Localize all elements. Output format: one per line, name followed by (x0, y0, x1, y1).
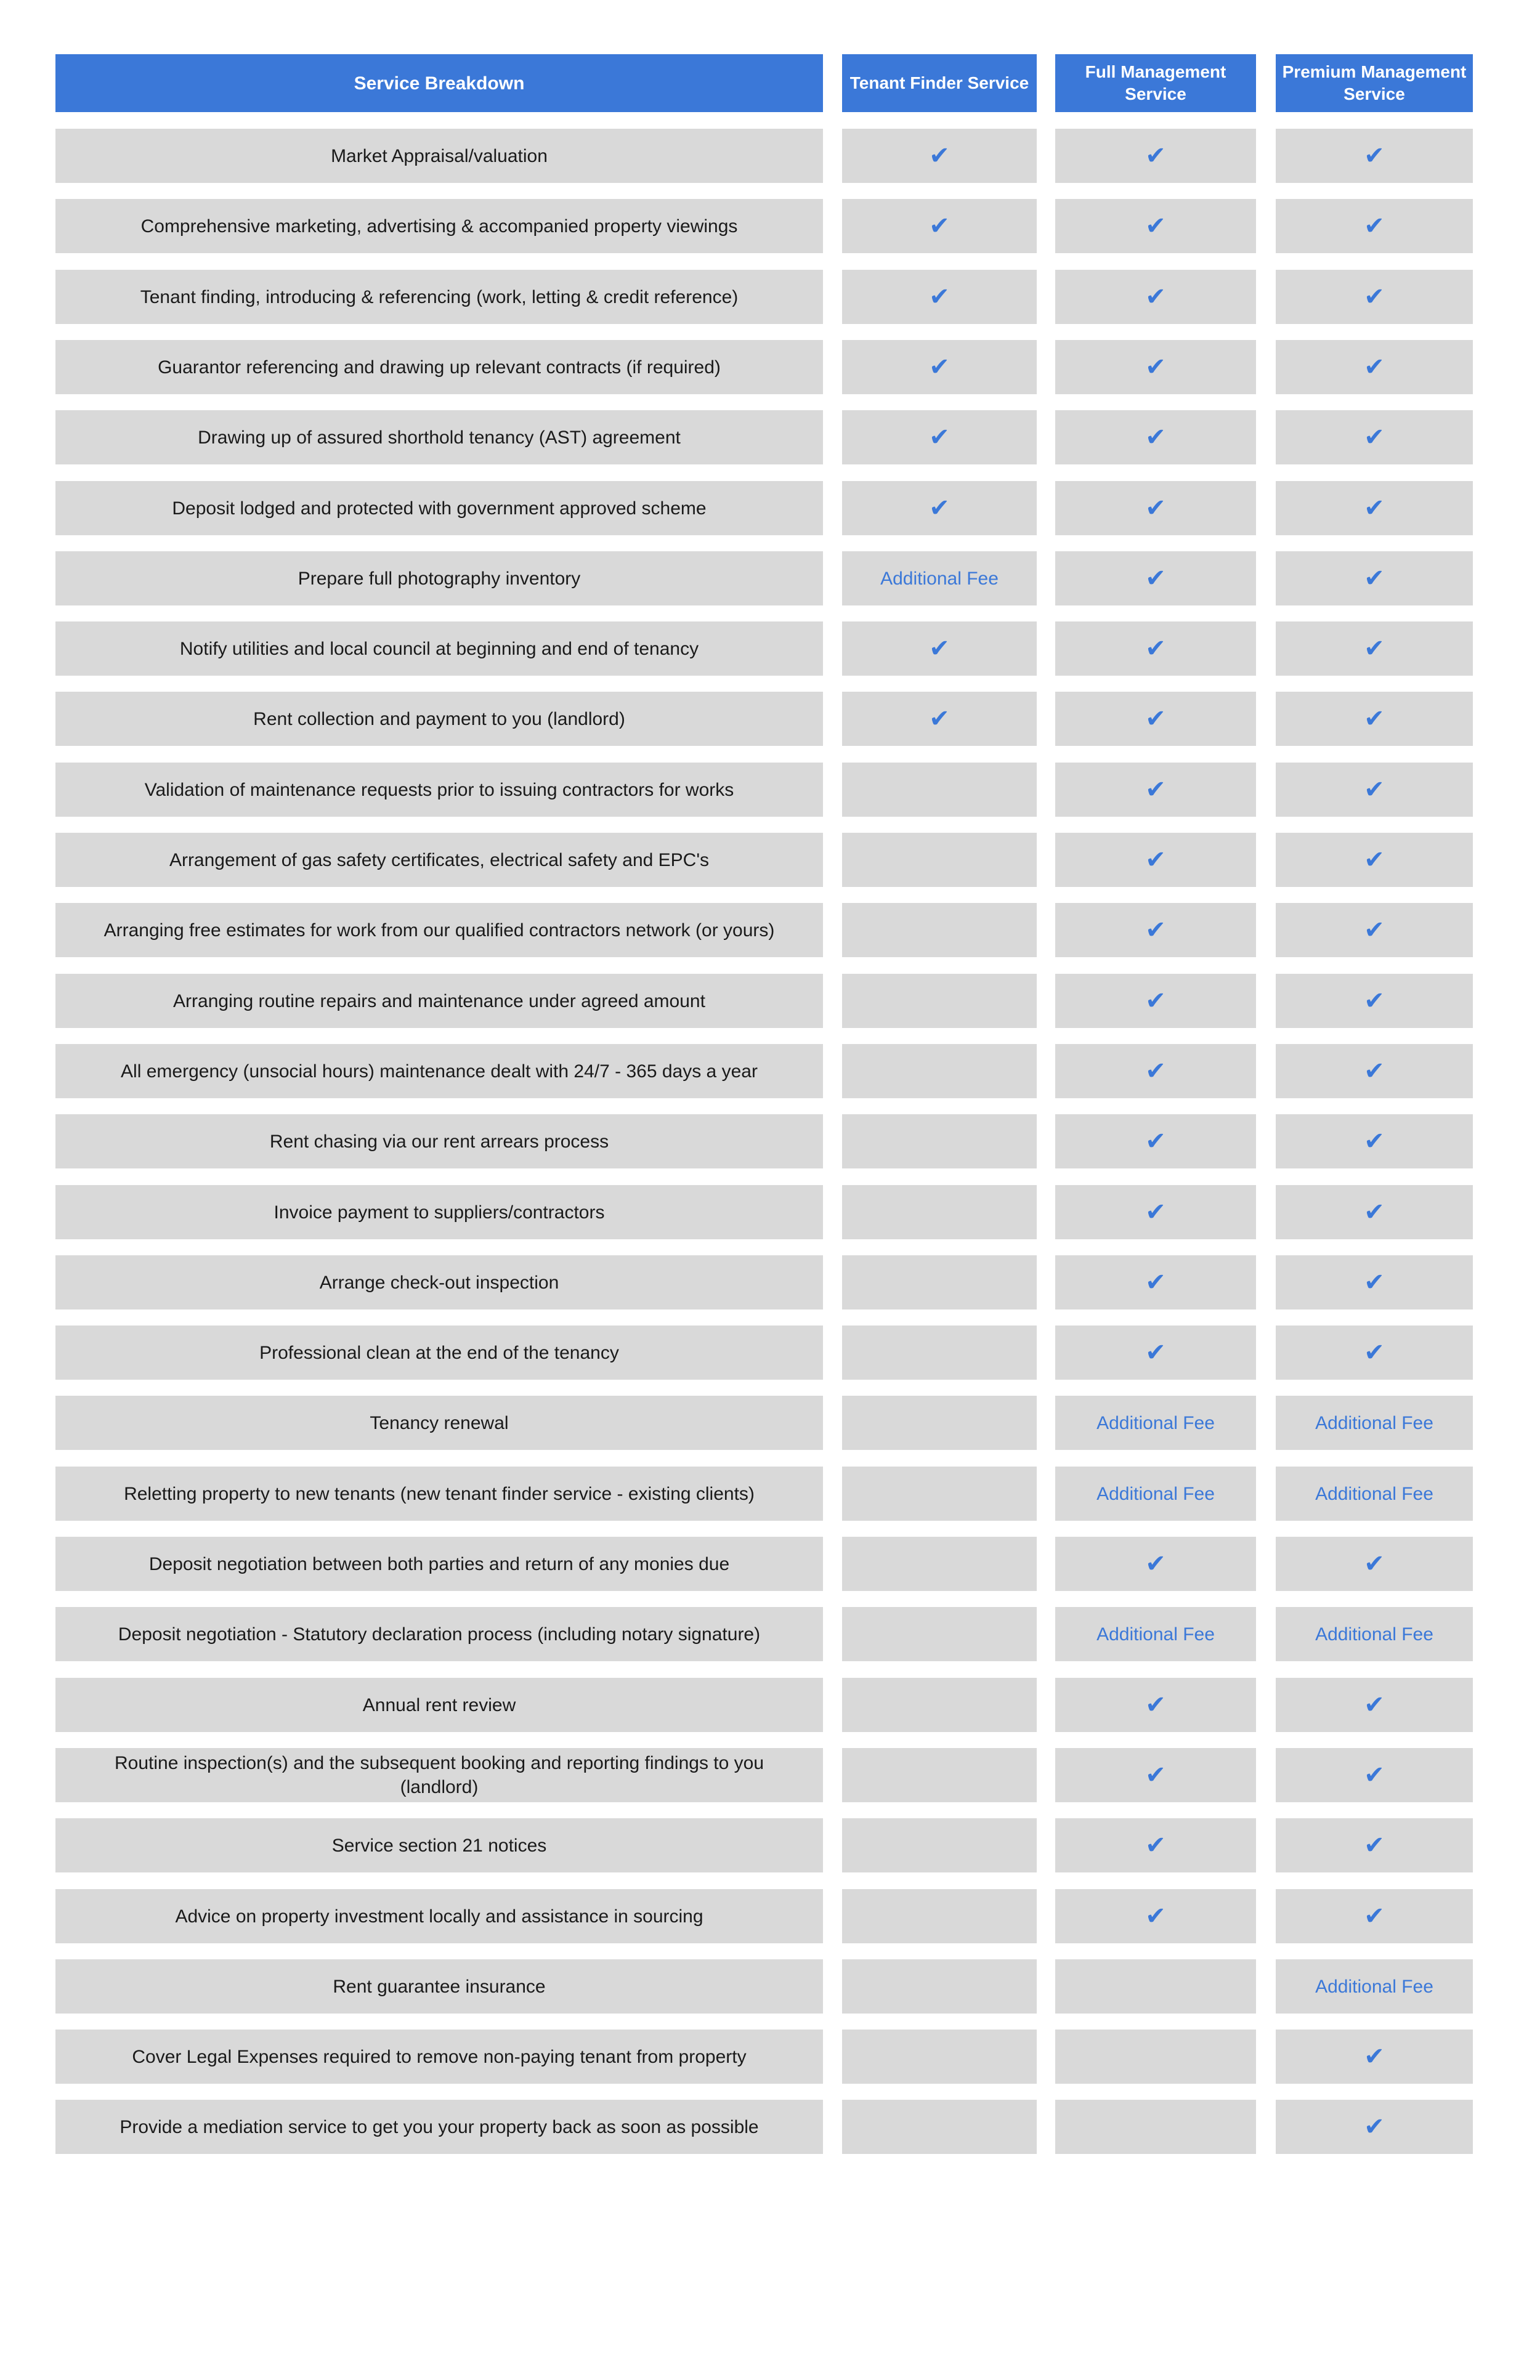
service-label: Arranging routine repairs and maintenance under agreed amount (173, 990, 705, 1011)
premium-management-cell (1276, 763, 1473, 817)
check-icon: ✔ (1364, 1128, 1385, 1155)
full-management-cell (1055, 340, 1256, 394)
full-management-cell (1055, 410, 1256, 464)
service-name-cell (55, 1044, 823, 1098)
tenant-finder-cell (842, 199, 1037, 253)
premium-management-cell (1276, 1607, 1473, 1661)
full-management-cell (1055, 1818, 1256, 1872)
tenant-finder-cell (842, 621, 1037, 676)
service-name-cell (55, 1959, 823, 2014)
tenant-finder-cell (842, 903, 1037, 957)
tenant-finder-cell (842, 1255, 1037, 1309)
premium-management-cell (1276, 1889, 1473, 1943)
additional-fee-label: Additional Fee (1315, 1624, 1433, 1645)
table-row (0, 551, 1540, 605)
premium-management-cell (1276, 1044, 1473, 1098)
full-management-cell (1055, 2030, 1256, 2084)
tenant-finder-cell (842, 1396, 1037, 1450)
table-row (0, 1959, 1540, 2014)
full-management-cell (1055, 129, 1256, 183)
full-management-cell (1055, 270, 1256, 324)
table-row (0, 903, 1540, 957)
tenant-finder-cell (842, 1818, 1037, 1872)
premium-management-cell (1276, 481, 1473, 535)
service-name-cell (55, 2030, 823, 2084)
check-icon: ✔ (1145, 1269, 1166, 1296)
additional-fee-label: Additional Fee (1096, 1412, 1215, 1433)
table-row (0, 270, 1540, 324)
header-premium-management: Premium Management Service (1276, 54, 1473, 112)
check-icon: ✔ (1364, 987, 1385, 1014)
table-row (0, 1396, 1540, 1450)
header-tenant-finder: Tenant Finder Service (842, 54, 1037, 112)
tenant-finder-cell (842, 974, 1037, 1028)
full-management-cell (1055, 551, 1256, 605)
premium-management-cell (1276, 1748, 1473, 1802)
full-management-cell (1055, 2100, 1256, 2154)
full-management-cell (1055, 1326, 1256, 1380)
service-name-cell (55, 1607, 823, 1661)
service-name-cell (55, 1748, 823, 1802)
service-name-cell (55, 551, 823, 605)
service-label: Professional clean at the end of the tenancy (259, 1342, 619, 1363)
tenant-finder-cell (842, 1114, 1037, 1168)
tenant-finder-cell (842, 481, 1037, 535)
check-icon: ✔ (1145, 917, 1166, 944)
service-label: Cover Legal Expenses required to remove non-paying tenant from property (132, 2046, 747, 2067)
service-name-cell (55, 1467, 823, 1521)
check-icon: ✔ (1364, 846, 1385, 873)
check-icon: ✔ (1364, 424, 1385, 451)
premium-management-cell (1276, 833, 1473, 887)
check-icon: ✔ (1364, 283, 1385, 310)
service-name-cell (55, 481, 823, 535)
premium-management-cell (1276, 2100, 1473, 2154)
premium-management-cell (1276, 1396, 1473, 1450)
service-name-cell (55, 1396, 823, 1450)
check-icon: ✔ (1364, 495, 1385, 522)
check-icon: ✔ (1145, 1550, 1166, 1577)
service-name-cell (55, 1185, 823, 1239)
tenant-finder-cell (842, 1748, 1037, 1802)
service-label: Annual rent review (362, 1694, 516, 1715)
additional-fee-label: Additional Fee (880, 568, 999, 589)
table-row (0, 1818, 1540, 1872)
table-row (0, 340, 1540, 394)
check-icon: ✔ (929, 424, 950, 451)
check-icon: ✔ (1145, 1058, 1166, 1085)
service-name-cell (55, 1255, 823, 1309)
tenant-finder-cell (842, 692, 1037, 746)
full-management-cell (1055, 1959, 1256, 2014)
premium-management-cell (1276, 410, 1473, 464)
check-icon: ✔ (1364, 705, 1385, 732)
service-label: Reletting property to new tenants (new tenant finder service - existing clients) (124, 1483, 755, 1504)
table-row (0, 1185, 1540, 1239)
check-icon: ✔ (1145, 635, 1166, 662)
table-row (0, 621, 1540, 676)
full-management-cell (1055, 481, 1256, 535)
service-name-cell (55, 129, 823, 183)
check-icon: ✔ (1145, 1832, 1166, 1859)
premium-management-cell (1276, 551, 1473, 605)
table-row (0, 1537, 1540, 1591)
check-icon: ✔ (1364, 1691, 1385, 1718)
service-label: Routine inspection(s) and the subsequent booking and reporting findings to you (landlord) (114, 1753, 764, 1797)
full-management-cell (1055, 903, 1256, 957)
check-icon: ✔ (929, 705, 950, 732)
service-label: Rent guarantee insurance (333, 1976, 546, 1997)
check-icon: ✔ (1364, 1339, 1385, 1366)
service-name-cell (55, 621, 823, 676)
tenant-finder-cell (842, 129, 1037, 183)
check-icon: ✔ (1145, 565, 1166, 592)
check-icon: ✔ (1364, 142, 1385, 169)
service-label: Guarantor referencing and drawing up relevant contracts (if required) (158, 357, 721, 378)
service-label: Deposit negotiation - Statutory declaration process (including notary signature) (118, 1624, 761, 1645)
service-label: Provide a mediation service to get you your property back as soon as possible (120, 2116, 759, 2137)
table-header-row (0, 54, 1540, 108)
full-management-cell (1055, 1537, 1256, 1591)
premium-management-cell (1276, 270, 1473, 324)
table-row (0, 1678, 1540, 1732)
tenant-finder-cell (842, 1959, 1037, 2014)
check-icon: ✔ (929, 283, 950, 310)
table-row (0, 1748, 1540, 1802)
full-management-cell (1055, 1607, 1256, 1661)
check-icon: ✔ (929, 635, 950, 662)
full-management-cell (1055, 1044, 1256, 1098)
service-name-cell (55, 2100, 823, 2154)
check-icon: ✔ (1364, 1762, 1385, 1789)
tenant-finder-cell (842, 1044, 1037, 1098)
additional-fee-label: Additional Fee (1096, 1483, 1215, 1504)
service-name-cell (55, 199, 823, 253)
header-full-management: Full Management Service (1055, 54, 1256, 112)
check-icon: ✔ (929, 354, 950, 381)
service-label: All emergency (unsocial hours) maintenance dealt with 24/7 - 365 days a year (121, 1061, 758, 1082)
tenant-finder-cell (842, 2030, 1037, 2084)
premium-management-cell (1276, 1185, 1473, 1239)
full-management-cell (1055, 974, 1256, 1028)
check-icon: ✔ (1364, 917, 1385, 944)
table-row (0, 1326, 1540, 1380)
service-label: Rent chasing via our rent arrears process (269, 1131, 609, 1152)
service-label: Drawing up of assured shorthold tenancy (AST) agreement (198, 427, 681, 448)
full-management-cell (1055, 1185, 1256, 1239)
full-management-cell (1055, 1114, 1256, 1168)
premium-management-cell (1276, 340, 1473, 394)
service-name-cell (55, 1537, 823, 1591)
service-name-cell (55, 1326, 823, 1380)
tenant-finder-cell (842, 1607, 1037, 1661)
premium-management-cell (1276, 974, 1473, 1028)
check-icon: ✔ (1364, 1058, 1385, 1085)
service-label: Prepare full photography inventory (298, 568, 581, 589)
premium-management-cell (1276, 903, 1473, 957)
full-management-cell (1055, 199, 1256, 253)
additional-fee-label: Additional Fee (1315, 1976, 1433, 1997)
check-icon: ✔ (929, 142, 950, 169)
check-icon: ✔ (1145, 776, 1166, 803)
check-icon: ✔ (1145, 1762, 1166, 1789)
tenant-finder-cell (842, 1889, 1037, 1943)
table-row (0, 2030, 1540, 2084)
tenant-finder-cell (842, 1185, 1037, 1239)
check-icon: ✔ (929, 212, 950, 240)
service-label: Comprehensive marketing, advertising & accompanied property viewings (140, 216, 738, 237)
table-row (0, 410, 1540, 464)
premium-management-cell (1276, 621, 1473, 676)
table-row (0, 692, 1540, 746)
premium-management-cell (1276, 129, 1473, 183)
check-icon: ✔ (1364, 2113, 1385, 2140)
check-icon: ✔ (1145, 846, 1166, 873)
table-row (0, 1044, 1540, 1098)
additional-fee-label: Additional Fee (1096, 1624, 1215, 1645)
service-name-cell (55, 270, 823, 324)
premium-management-cell (1276, 1678, 1473, 1732)
check-icon: ✔ (1364, 565, 1385, 592)
full-management-cell (1055, 692, 1256, 746)
check-icon: ✔ (1364, 1832, 1385, 1859)
service-label: Service section 21 notices (331, 1835, 547, 1856)
service-label: Advice on property investment locally and assistance in sourcing (175, 1906, 703, 1927)
check-icon: ✔ (1364, 1550, 1385, 1577)
table-row (0, 129, 1540, 183)
full-management-cell (1055, 1255, 1256, 1309)
check-icon: ✔ (1145, 1199, 1166, 1226)
check-icon: ✔ (1145, 705, 1166, 732)
service-label: Invoice payment to suppliers/contractors (274, 1202, 605, 1223)
table-row (0, 481, 1540, 535)
table-row (0, 974, 1540, 1028)
additional-fee-label: Additional Fee (1315, 1412, 1433, 1433)
premium-management-cell (1276, 692, 1473, 746)
check-icon: ✔ (1145, 495, 1166, 522)
service-name-cell (55, 763, 823, 817)
premium-management-cell (1276, 1114, 1473, 1168)
check-icon: ✔ (1145, 212, 1166, 240)
service-name-cell (55, 1114, 823, 1168)
service-name-cell (55, 833, 823, 887)
table-row (0, 1114, 1540, 1168)
full-management-cell (1055, 833, 1256, 887)
check-icon: ✔ (1364, 635, 1385, 662)
service-label: Rent collection and payment to you (landlord) (253, 708, 625, 729)
service-label: Validation of maintenance requests prior to issuing contractors for works (144, 779, 734, 800)
full-management-cell (1055, 1748, 1256, 1802)
check-icon: ✔ (1145, 1128, 1166, 1155)
check-icon: ✔ (1364, 1903, 1385, 1930)
check-icon: ✔ (1145, 987, 1166, 1014)
check-icon: ✔ (1145, 142, 1166, 169)
service-name-cell (55, 1889, 823, 1943)
premium-management-cell (1276, 199, 1473, 253)
service-name-cell (55, 410, 823, 464)
service-name-cell (55, 903, 823, 957)
service-label: Tenant finding, introducing & referencing (work, letting & credit reference) (140, 286, 739, 307)
service-label: Notify utilities and local council at beginning and end of tenancy (179, 638, 699, 659)
tenant-finder-cell (842, 2100, 1037, 2154)
check-icon: ✔ (1145, 354, 1166, 381)
premium-management-cell (1276, 1818, 1473, 1872)
service-label: Tenancy renewal (370, 1412, 509, 1433)
premium-management-cell (1276, 1255, 1473, 1309)
service-name-cell (55, 1818, 823, 1872)
check-icon: ✔ (1145, 424, 1166, 451)
tenant-finder-cell (842, 1678, 1037, 1732)
check-icon: ✔ (1145, 1691, 1166, 1718)
table-row (0, 1255, 1540, 1309)
premium-management-cell (1276, 1326, 1473, 1380)
full-management-cell (1055, 1889, 1256, 1943)
table-row (0, 1607, 1540, 1661)
tenant-finder-cell (842, 763, 1037, 817)
check-icon: ✔ (1364, 212, 1385, 240)
service-name-cell (55, 692, 823, 746)
full-management-cell (1055, 1467, 1256, 1521)
premium-management-cell (1276, 2030, 1473, 2084)
additional-fee-label: Additional Fee (1315, 1483, 1433, 1504)
table-row (0, 763, 1540, 817)
tenant-finder-cell (842, 340, 1037, 394)
check-icon: ✔ (1364, 2043, 1385, 2070)
table-row (0, 199, 1540, 253)
premium-management-cell (1276, 1537, 1473, 1591)
check-icon: ✔ (1364, 1269, 1385, 1296)
table-row (0, 1467, 1540, 1521)
premium-management-cell (1276, 1959, 1473, 2014)
check-icon: ✔ (1364, 1199, 1385, 1226)
premium-management-cell (1276, 1467, 1473, 1521)
service-label: Arrangement of gas safety certificates, electrical safety and EPC's (169, 849, 710, 870)
check-icon: ✔ (1145, 1339, 1166, 1366)
tenant-finder-cell (842, 833, 1037, 887)
tenant-finder-cell (842, 551, 1037, 605)
check-icon: ✔ (1364, 354, 1385, 381)
tenant-finder-cell (842, 1326, 1037, 1380)
service-label: Arrange check-out inspection (319, 1272, 559, 1293)
check-icon: ✔ (929, 495, 950, 522)
check-icon: ✔ (1364, 776, 1385, 803)
tenant-finder-cell (842, 1537, 1037, 1591)
check-icon: ✔ (1145, 283, 1166, 310)
full-management-cell (1055, 763, 1256, 817)
full-management-cell (1055, 1396, 1256, 1450)
service-label: Deposit lodged and protected with government approved scheme (172, 498, 707, 519)
service-name-cell (55, 974, 823, 1028)
tenant-finder-cell (842, 410, 1037, 464)
table-row (0, 833, 1540, 887)
check-icon: ✔ (1145, 1903, 1166, 1930)
service-name-cell (55, 340, 823, 394)
service-label: Deposit negotiation between both parties and return of any monies due (148, 1553, 730, 1574)
tenant-finder-cell (842, 270, 1037, 324)
table-row (0, 1889, 1540, 1943)
header-service-breakdown: Service Breakdown (55, 54, 823, 112)
service-label: Arranging free estimates for work from our qualified contractors network (or yours) (103, 920, 775, 941)
tenant-finder-cell (842, 1467, 1037, 1521)
table-row (0, 2100, 1540, 2154)
service-label: Market Appraisal/valuation (331, 145, 548, 166)
service-name-cell (55, 1678, 823, 1732)
full-management-cell (1055, 621, 1256, 676)
full-management-cell (1055, 1678, 1256, 1732)
